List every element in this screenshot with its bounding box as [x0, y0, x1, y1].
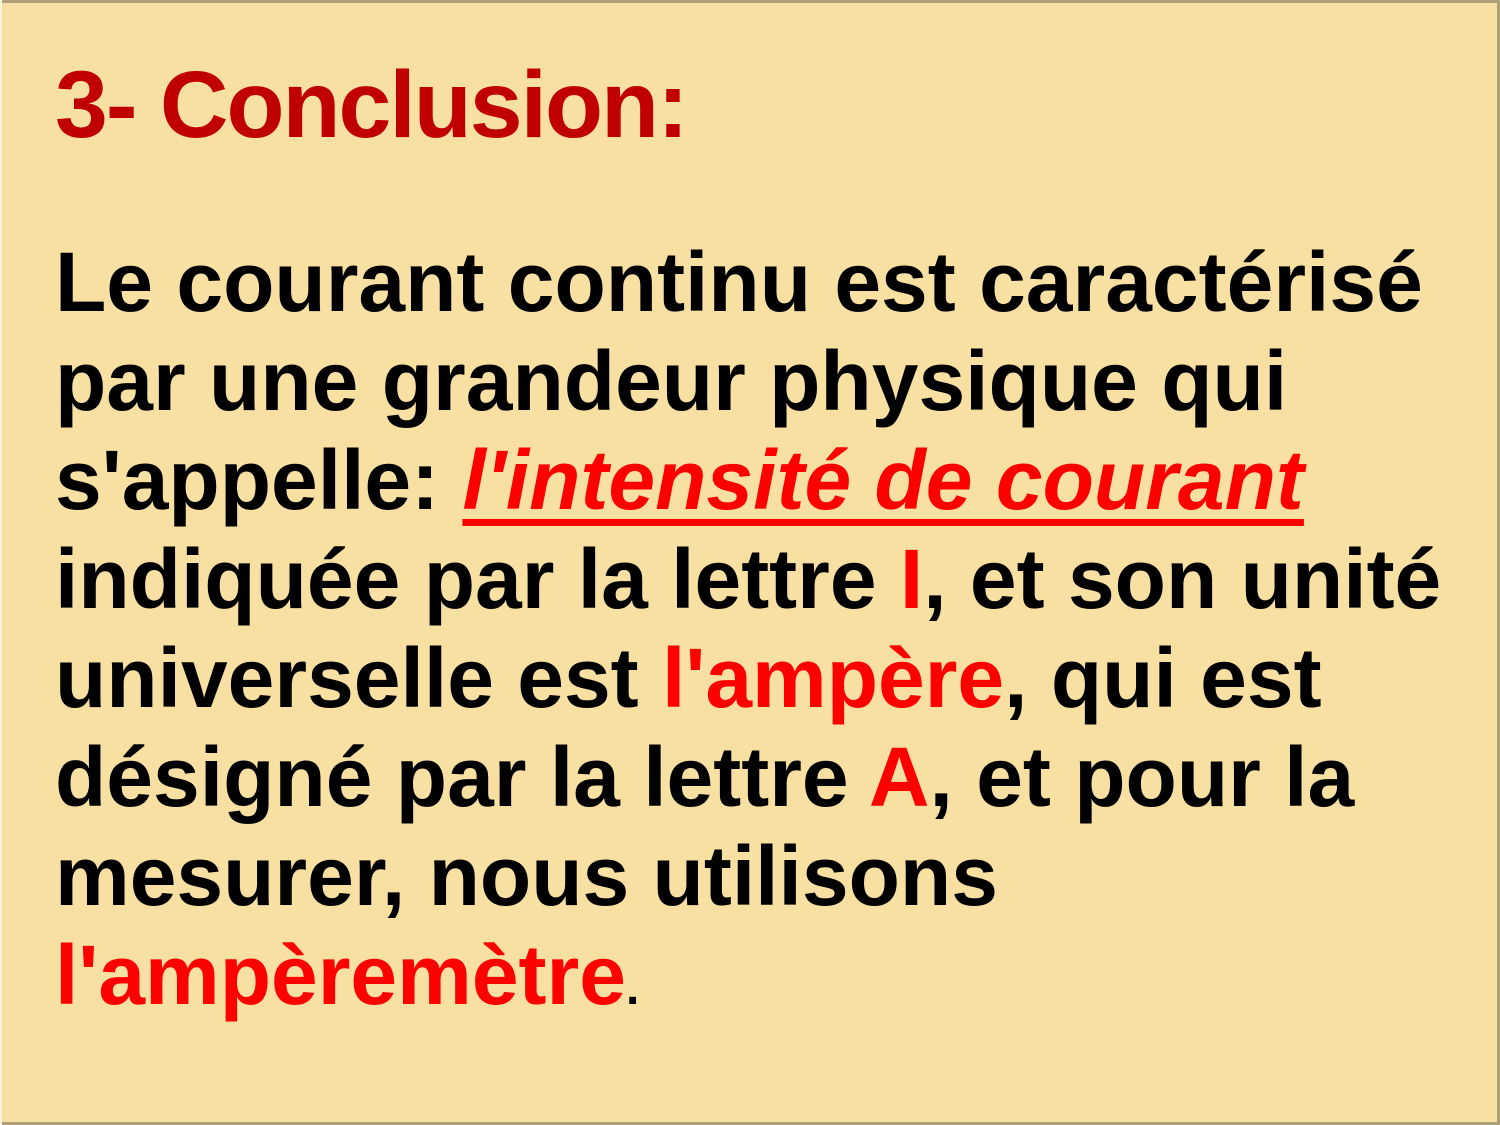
paragraph-line: [55, 926, 1475, 1038]
paragraph-line: [55, 728, 1475, 827]
text-segment-black: indiquée par la lettre: [55, 532, 900, 626]
text-segment-black: par une grandeur physique qui: [55, 334, 1288, 428]
text-segment-black-small: .: [625, 962, 640, 1015]
slide-heading: 3- Conclusion:: [55, 52, 687, 158]
text-segment-red: A: [868, 730, 930, 824]
text-segment-black: désigné par la lettre: [55, 730, 869, 824]
text-segment-red: l'ampèremètre: [55, 928, 626, 1022]
paragraph-line: [55, 332, 1475, 431]
text-segment-red: I: [899, 532, 924, 626]
text-segment-red-italic-underline: l'intensité de courant: [462, 433, 1304, 527]
text-segment-black: , qui est: [1004, 631, 1322, 725]
conclusion-paragraph: [55, 233, 1475, 1038]
text-segment-black: , et son unité: [923, 532, 1442, 626]
text-segment-red: l'ampère: [662, 631, 1005, 725]
text-segment-black: , et pour la: [929, 730, 1355, 824]
paragraph-line: [55, 431, 1475, 530]
text-segment-black: universelle est: [55, 631, 662, 725]
slide-top-edge: [0, 0, 1500, 3]
paragraph-line: [55, 629, 1475, 728]
paragraph-line: [55, 530, 1475, 629]
slide-left-edge: [0, 0, 2, 1125]
text-segment-black: Le courant continu est caractérisé: [55, 235, 1423, 329]
text-segment-black: mesurer, nous utilisons: [55, 829, 998, 923]
text-segment-black: s'appelle:: [55, 433, 463, 527]
paragraph-line: [55, 827, 1475, 926]
paragraph-line: [55, 233, 1475, 332]
